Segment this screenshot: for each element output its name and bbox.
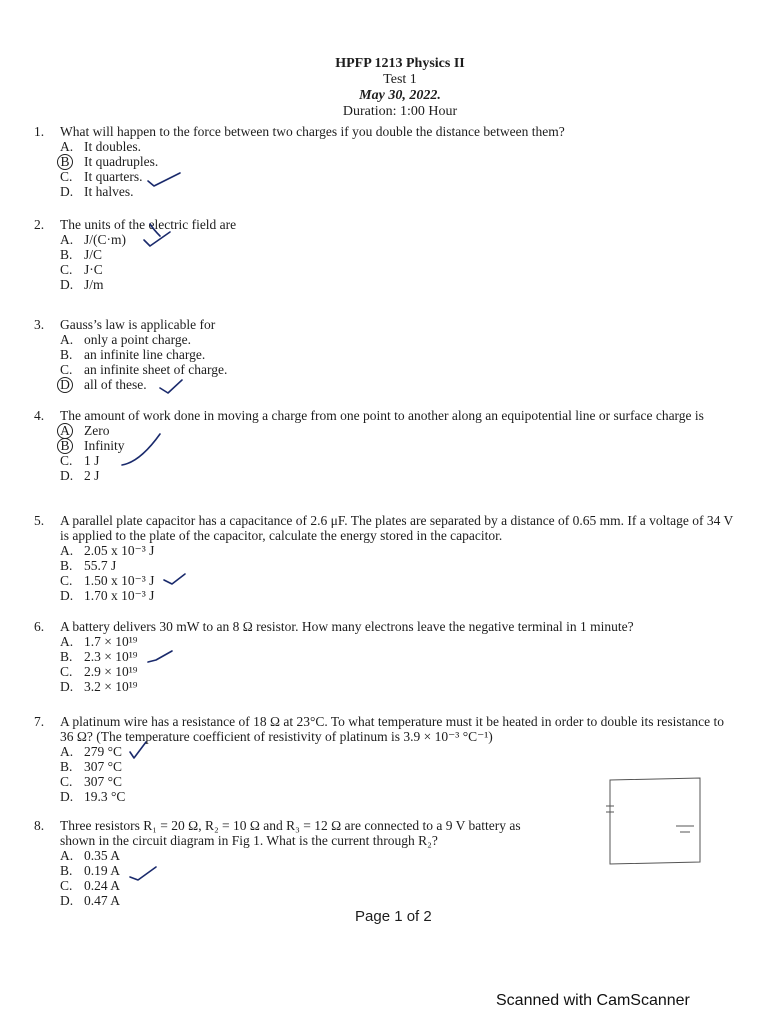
option-d: D. 2 J bbox=[60, 468, 100, 483]
option-d: D. 3.2 × 10¹⁹ bbox=[60, 679, 138, 694]
circled-option-letter: D bbox=[57, 377, 73, 393]
test-date: May 30, 2022. bbox=[359, 88, 441, 103]
option-b: B. 55.7 J bbox=[60, 558, 117, 573]
check-mark-q3 bbox=[160, 380, 182, 393]
option-c: C. J·C bbox=[60, 262, 103, 277]
option-b: B. 2.3 × 10¹⁹ bbox=[60, 649, 138, 664]
option-d: D. J/m bbox=[60, 277, 104, 292]
option-a: A Zero bbox=[60, 423, 734, 438]
option-d: D. 1.70 x 10⁻³ J bbox=[60, 588, 155, 603]
option-a: A. 0.35 A bbox=[60, 848, 121, 863]
circled-option-letter: B bbox=[57, 154, 73, 170]
option-a: A. 2.05 x 10⁻³ J bbox=[60, 543, 155, 558]
option-d: D. It halves. bbox=[60, 184, 134, 199]
question-number: 2. bbox=[34, 217, 45, 232]
option-c: C. It quarters. bbox=[60, 169, 143, 184]
circled-option-letter: B bbox=[57, 438, 73, 454]
question-number: 5. bbox=[34, 513, 45, 528]
option-a: A. only a point charge. bbox=[60, 332, 191, 347]
question-text: A parallel plate capacitor has a capacitance of 2.6 μF. The plates are separated by a distance of 0.65 mm. If a voltage of 34 V is applied to the plate of the capacitor, calculate the energy stored in the capacitor. bbox=[60, 513, 734, 543]
option-a: A. 279 °C bbox=[60, 744, 123, 759]
option-a: A. It doubles. bbox=[60, 139, 141, 154]
question-number: 6. bbox=[34, 619, 45, 634]
check-mark-q1 bbox=[148, 173, 180, 186]
option-b: B. 307 °C bbox=[60, 759, 123, 774]
option-c: C. an infinite sheet of charge. bbox=[60, 362, 228, 377]
option-c: C. 2.9 × 10¹⁹ bbox=[60, 664, 138, 679]
check-mark-q4 bbox=[122, 434, 160, 465]
option-c: C. 0.24 A bbox=[60, 878, 121, 893]
option-d: D. 0.47 A bbox=[60, 893, 121, 908]
option-a: A. 1.7 × 10¹⁹ bbox=[60, 634, 138, 649]
question-number: 7. bbox=[34, 714, 45, 729]
option-b: B. 0.19 A bbox=[60, 863, 121, 878]
test-title: Test 1 bbox=[383, 72, 417, 87]
question-text: The amount of work done in moving a charge from one point to another along an equipotential line or surface charge is bbox=[60, 408, 704, 423]
option-d: D. 19.3 °C bbox=[60, 789, 126, 804]
check-mark-q2 bbox=[144, 232, 170, 246]
question-number: 4. bbox=[34, 408, 45, 423]
question-number: 8. bbox=[34, 818, 45, 833]
course-title: HPFP 1213 Physics II bbox=[335, 56, 465, 71]
check-mark-q8 bbox=[130, 867, 156, 880]
question-text: The units of the electric field are bbox=[60, 217, 237, 232]
test-duration: Duration: 1:00 Hour bbox=[342, 104, 458, 119]
option-c: C. 1.50 x 10⁻³ J bbox=[60, 573, 155, 588]
question-text: Gauss’s law is applicable for bbox=[60, 317, 216, 332]
option-b: B. J/C bbox=[60, 247, 103, 262]
strike-mark-q2 bbox=[150, 224, 160, 236]
circuit-diagram-sketch bbox=[606, 778, 700, 864]
question-text: A battery delivers 30 mW to an 8 Ω resistor. How many electrons leave the negative terminal in 1 minute? bbox=[60, 619, 634, 634]
question-text: A platinum wire has a resistance of 18 Ω at 23°C. To what temperature must it be heated in order to double its resistance to 36 Ω? (The temperature coefficient of resistivity of platinum is 3.9 × 10⁻³ °C⁻¹) bbox=[60, 714, 724, 744]
question-text: What will happen to the force between two charges if you double the distance between them? bbox=[60, 124, 565, 139]
check-mark-q7 bbox=[130, 742, 146, 758]
option-b: B. an infinite line charge. bbox=[60, 347, 206, 362]
option-c: C. 307 °C bbox=[60, 774, 123, 789]
page-number: Page 1 of 2 bbox=[355, 908, 432, 925]
circled-option-letter: A bbox=[57, 423, 73, 439]
option-a: A. J/(C·m) bbox=[60, 232, 126, 247]
check-mark-q5 bbox=[164, 574, 185, 584]
check-mark-q6 bbox=[148, 651, 172, 662]
option-b: B Infinity bbox=[60, 438, 734, 453]
question-number: 3. bbox=[34, 317, 45, 332]
option-c: C. 1 J bbox=[60, 453, 100, 468]
question-number: 1. bbox=[34, 124, 45, 139]
scanner-watermark: Scanned with CamScanner bbox=[496, 992, 690, 1009]
question-text: Three resistors R₁ = 20 Ω, R₂ = 10 Ω and R₃ = 12 Ω are connected to a 9 V battery as shown in the circuit diagram in Fig 1. What is the current through R₂? bbox=[60, 818, 521, 848]
option-d: D all of these. bbox=[60, 377, 734, 392]
option-b: B It quadruples. bbox=[60, 154, 734, 169]
